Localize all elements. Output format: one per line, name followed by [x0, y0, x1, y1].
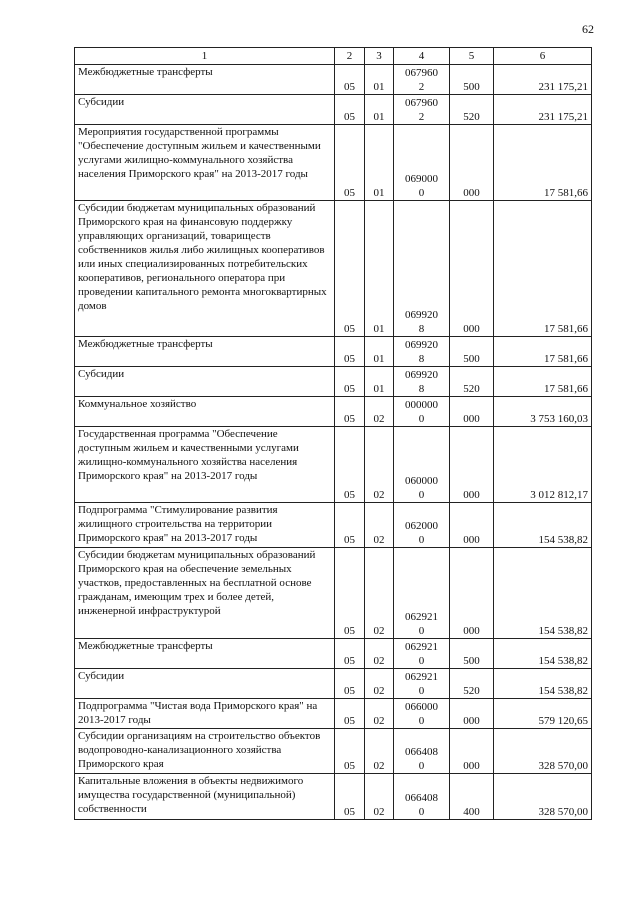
target-article-code: 066000	[405, 701, 438, 713]
table-header-row	[75, 48, 592, 65]
target-article-code-suffix: 8	[418, 323, 425, 335]
subsection-code: 02	[365, 548, 394, 639]
subsection-code: 01	[365, 337, 394, 367]
budget-table	[74, 47, 592, 820]
expense-type-code: 520	[450, 95, 494, 125]
target-article-cell	[394, 774, 450, 820]
expense-type-code: 500	[450, 65, 494, 95]
target-article-code: 069920	[405, 339, 438, 351]
target-article-code: 062000	[405, 520, 438, 532]
section-code: 05	[335, 503, 365, 548]
amount: 17 581,66	[494, 125, 592, 201]
table-row	[75, 125, 592, 201]
expense-type-code: 000	[450, 201, 494, 337]
column-header: 5	[450, 48, 494, 65]
column-header: 1	[75, 48, 335, 65]
amount: 17 581,66	[494, 201, 592, 337]
subsection-code: 02	[365, 729, 394, 774]
table-row	[75, 367, 592, 397]
row-name: Мероприятия государственной программы "Обеспечение доступным жильем и качественными услугами жилищно-коммунального хозяйства населения Приморского края" на 2013-2017 годы	[75, 125, 335, 201]
table-row	[75, 729, 592, 774]
row-name: Субсидии бюджетам муниципальных образований Приморского края на обеспечение земельных участков, предоставленных на бесплатной основе гражданам, имеющим трех и более детей, инженерной инфраструктурой	[75, 548, 335, 639]
subsection-code: 01	[365, 95, 394, 125]
row-name: Межбюджетные трансферты	[75, 65, 335, 95]
subsection-code: 02	[365, 699, 394, 729]
amount: 231 175,21	[494, 95, 592, 125]
amount: 328 570,00	[494, 729, 592, 774]
target-article-code-suffix: 0	[418, 715, 425, 727]
target-article-code: 069000	[405, 173, 438, 185]
section-code: 05	[335, 201, 365, 337]
expense-type-code: 000	[450, 699, 494, 729]
table-row	[75, 548, 592, 639]
subsection-code: 01	[365, 65, 394, 95]
expense-type-code: 400	[450, 774, 494, 820]
section-code: 05	[335, 699, 365, 729]
table-row	[75, 669, 592, 699]
section-code: 05	[335, 397, 365, 427]
target-article-cell	[394, 201, 450, 337]
target-article-code: 069920	[405, 369, 438, 381]
target-article-code: 000000	[405, 399, 438, 411]
target-article-code-suffix: 0	[418, 685, 425, 697]
table-row	[75, 65, 592, 95]
amount: 3 753 160,03	[494, 397, 592, 427]
section-code: 05	[335, 427, 365, 503]
section-code: 05	[335, 95, 365, 125]
target-article-code-suffix: 0	[418, 489, 425, 501]
target-article-code-suffix: 2	[418, 81, 425, 93]
column-header: 3	[365, 48, 394, 65]
table-row	[75, 639, 592, 669]
target-article-cell	[394, 125, 450, 201]
section-code: 05	[335, 639, 365, 669]
expense-type-code: 520	[450, 669, 494, 699]
amount: 3 012 812,17	[494, 427, 592, 503]
subsection-code: 01	[365, 367, 394, 397]
target-article-cell	[394, 95, 450, 125]
table-row	[75, 337, 592, 367]
subsection-code: 02	[365, 774, 394, 820]
row-name: Межбюджетные трансферты	[75, 639, 335, 669]
amount: 579 120,65	[494, 699, 592, 729]
column-header: 2	[335, 48, 365, 65]
page-number: 62	[582, 22, 594, 36]
row-name: Государственная программа "Обеспечение доступным жильем и качественными услугами жилищно-коммунального хозяйства населения Приморского края" на 2013-2017 годы	[75, 427, 335, 503]
table-row	[75, 427, 592, 503]
amount: 154 538,82	[494, 548, 592, 639]
amount: 231 175,21	[494, 65, 592, 95]
target-article-cell	[394, 503, 450, 548]
subsection-code: 02	[365, 669, 394, 699]
subsection-code: 02	[365, 427, 394, 503]
section-code: 05	[335, 548, 365, 639]
row-name: Коммунальное хозяйство	[75, 397, 335, 427]
amount: 154 538,82	[494, 503, 592, 548]
amount: 17 581,66	[494, 367, 592, 397]
target-article-code-suffix: 0	[418, 760, 425, 772]
row-name: Межбюджетные трансферты	[75, 337, 335, 367]
expense-type-code: 000	[450, 548, 494, 639]
table-row	[75, 774, 592, 820]
row-name: Субсидии организациям на строительство объектов водопроводно-канализационного хозяйства Приморского края	[75, 729, 335, 774]
target-article-cell	[394, 729, 450, 774]
target-article-cell	[394, 65, 450, 95]
column-header: 6	[494, 48, 592, 65]
target-article-code: 062921	[405, 611, 438, 623]
amount: 154 538,82	[494, 639, 592, 669]
expense-type-code: 000	[450, 427, 494, 503]
target-article-cell	[394, 699, 450, 729]
expense-type-code: 500	[450, 337, 494, 367]
target-article-code-suffix: 8	[418, 383, 425, 395]
row-name: Субсидии	[75, 95, 335, 125]
target-article-code: 062921	[405, 641, 438, 653]
subsection-code: 02	[365, 639, 394, 669]
expense-type-code: 520	[450, 367, 494, 397]
expense-type-code: 500	[450, 639, 494, 669]
target-article-code-suffix: 2	[418, 111, 425, 123]
target-article-cell	[394, 669, 450, 699]
target-article-code: 062921	[405, 671, 438, 683]
target-article-cell	[394, 367, 450, 397]
row-name: Субсидии	[75, 367, 335, 397]
subsection-code: 01	[365, 201, 394, 337]
target-article-cell	[394, 548, 450, 639]
table-row	[75, 503, 592, 548]
target-article-code: 060000	[405, 475, 438, 487]
expense-type-code: 000	[450, 125, 494, 201]
column-header: 4	[394, 48, 450, 65]
section-code: 05	[335, 337, 365, 367]
section-code: 05	[335, 669, 365, 699]
table-row	[75, 201, 592, 337]
target-article-code-suffix: 0	[418, 806, 425, 818]
expense-type-code: 000	[450, 397, 494, 427]
expense-type-code: 000	[450, 503, 494, 548]
section-code: 05	[335, 65, 365, 95]
target-article-cell	[394, 337, 450, 367]
amount: 154 538,82	[494, 669, 592, 699]
target-article-code: 069920	[405, 309, 438, 321]
target-article-code-suffix: 8	[418, 353, 425, 365]
target-article-code-suffix: 0	[418, 187, 425, 199]
row-name: Подпрограмма "Стимулирование развития жилищного строительства на территории Приморского края" на 2013-2017 годы	[75, 503, 335, 548]
section-code: 05	[335, 367, 365, 397]
target-article-code-suffix: 0	[418, 534, 425, 546]
amount: 328 570,00	[494, 774, 592, 820]
target-article-code-suffix: 0	[418, 413, 425, 425]
subsection-code: 01	[365, 125, 394, 201]
target-article-cell	[394, 397, 450, 427]
target-article-code-suffix: 0	[418, 625, 425, 637]
target-article-code: 067960	[405, 67, 438, 79]
section-code: 05	[335, 729, 365, 774]
table-row	[75, 699, 592, 729]
section-code: 05	[335, 774, 365, 820]
row-name: Подпрограмма "Чистая вода Приморского края" на 2013-2017 годы	[75, 699, 335, 729]
target-article-code-suffix: 0	[418, 655, 425, 667]
table-row	[75, 397, 592, 427]
row-name: Субсидии бюджетам муниципальных образований Приморского края на финансовую поддержку управляющих организаций, товариществ собственников жилья либо жилищных кооперативов или иных специализированных потребительских кооперативов, регионального оператора при проведении капитального ремонта многоквартирных домов	[75, 201, 335, 337]
target-article-code: 067960	[405, 97, 438, 109]
table-row	[75, 95, 592, 125]
target-article-cell	[394, 427, 450, 503]
target-article-code: 066408	[405, 746, 438, 758]
subsection-code: 02	[365, 503, 394, 548]
section-code: 05	[335, 125, 365, 201]
amount: 17 581,66	[494, 337, 592, 367]
target-article-code: 066408	[405, 792, 438, 804]
row-name: Капитальные вложения в объекты недвижимого имущества государственной (муниципальной) собственности	[75, 774, 335, 820]
target-article-cell	[394, 639, 450, 669]
row-name: Субсидии	[75, 669, 335, 699]
expense-type-code: 000	[450, 729, 494, 774]
subsection-code: 02	[365, 397, 394, 427]
